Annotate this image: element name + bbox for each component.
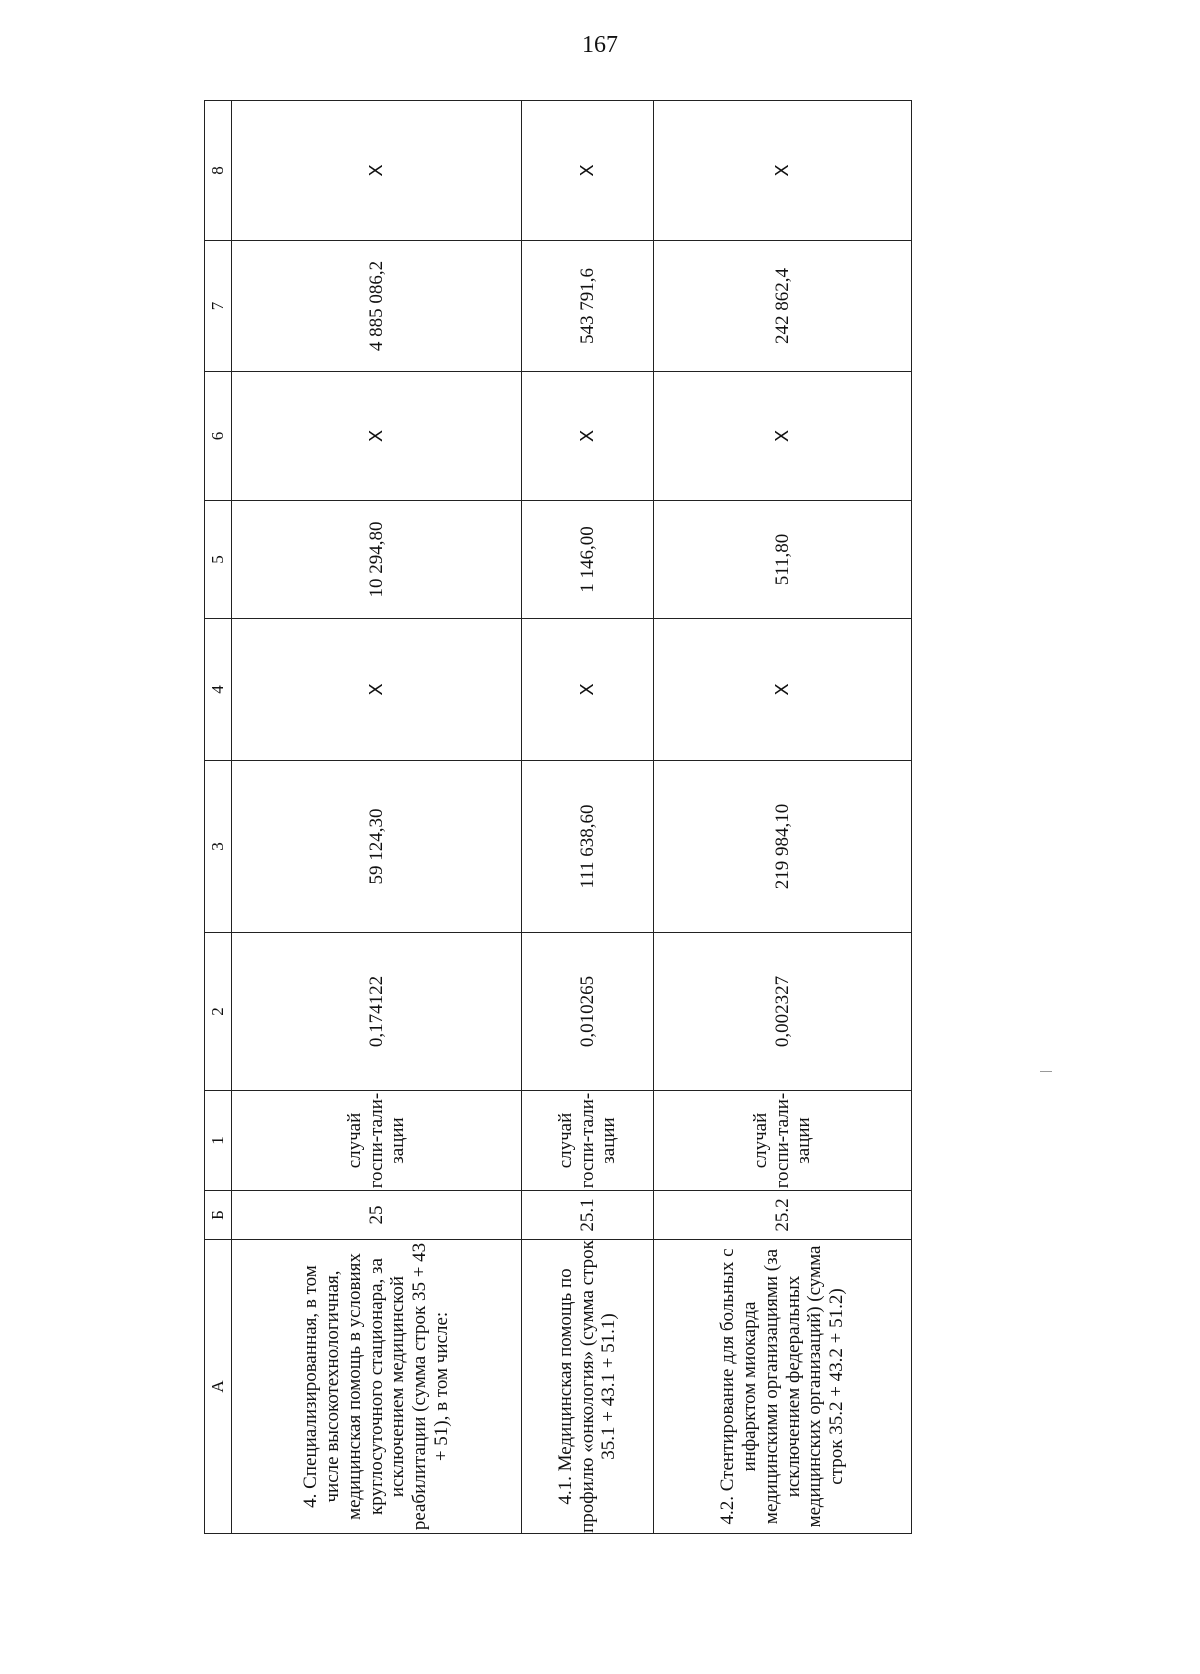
header-col-4: 4 [205, 619, 232, 761]
cell-col-4: X [522, 619, 654, 761]
cell-col-7: 242 862,4 [654, 241, 912, 372]
cell-col-6: X [654, 372, 912, 501]
cell-col-2: 0,174122 [232, 933, 522, 1091]
rotated-table-container [204, 101, 910, 1534]
row-number: 25.1 [522, 1191, 654, 1240]
header-col-1: 1 [205, 1091, 232, 1191]
header-row [205, 101, 232, 1534]
cell-col-6: X [522, 372, 654, 501]
cell-col-8: X [232, 101, 522, 241]
unit-of-measure: случай госпи-тали-зации [522, 1091, 654, 1191]
row-number: 25.2 [654, 1191, 912, 1240]
header-col-3: 3 [205, 761, 232, 933]
table-row [522, 101, 654, 1534]
cell-col-5: 10 294,80 [232, 501, 522, 619]
table-row [654, 101, 912, 1534]
header-col-8: 8 [205, 101, 232, 241]
header-col-2: 2 [205, 933, 232, 1091]
header-col-7: 7 [205, 241, 232, 372]
cell-col-8: X [522, 101, 654, 241]
cell-col-7: 543 791,6 [522, 241, 654, 372]
cell-col-3: 111 638,60 [522, 761, 654, 933]
cell-col-2: 0,002327 [654, 933, 912, 1091]
data-table [204, 100, 912, 1534]
cell-col-4: X [654, 619, 912, 761]
scan-artifact-mark [1040, 1071, 1052, 1072]
cell-col-3: 219 984,10 [654, 761, 912, 933]
cell-col-4: X [232, 619, 522, 761]
row-description: 4.1. Медицинская помощь по профилю «онкология» (сумма строк 35.1 + 43.1 + 51.1) [522, 1240, 654, 1534]
header-col-6: 6 [205, 372, 232, 501]
cell-col-7: 4 885 086,2 [232, 241, 522, 372]
unit-of-measure: случай госпи-тали-зации [232, 1091, 522, 1191]
cell-col-8: X [654, 101, 912, 241]
header-col-a: А [205, 1240, 232, 1534]
cell-col-6: X [232, 372, 522, 501]
header-col-b: Б [205, 1191, 232, 1240]
unit-of-measure: случай госпи-тали-зации [654, 1091, 912, 1191]
cell-col-5: 1 146,00 [522, 501, 654, 619]
table-row [232, 101, 522, 1534]
row-number: 25 [232, 1191, 522, 1240]
row-description: 4.2. Стентирование для больных с инфарктом миокарда медицинскими организациями (за исключением федеральных медицинских организаций) (сумма строк 35.2 + 43.2 + 51.2) [654, 1240, 912, 1534]
cell-col-5: 511,80 [654, 501, 912, 619]
cell-col-3: 59 124,30 [232, 761, 522, 933]
page-number: 167 [582, 32, 618, 58]
cell-col-2: 0,010265 [522, 933, 654, 1091]
row-description: 4. Специализированная, в том числе высокотехнологичная, медицинская помощь в условиях круглосуточного стационара, за исключением медицинской реабилитации (сумма строк 35 + 43 + 51), в том числе: [232, 1240, 522, 1534]
header-col-5: 5 [205, 501, 232, 619]
